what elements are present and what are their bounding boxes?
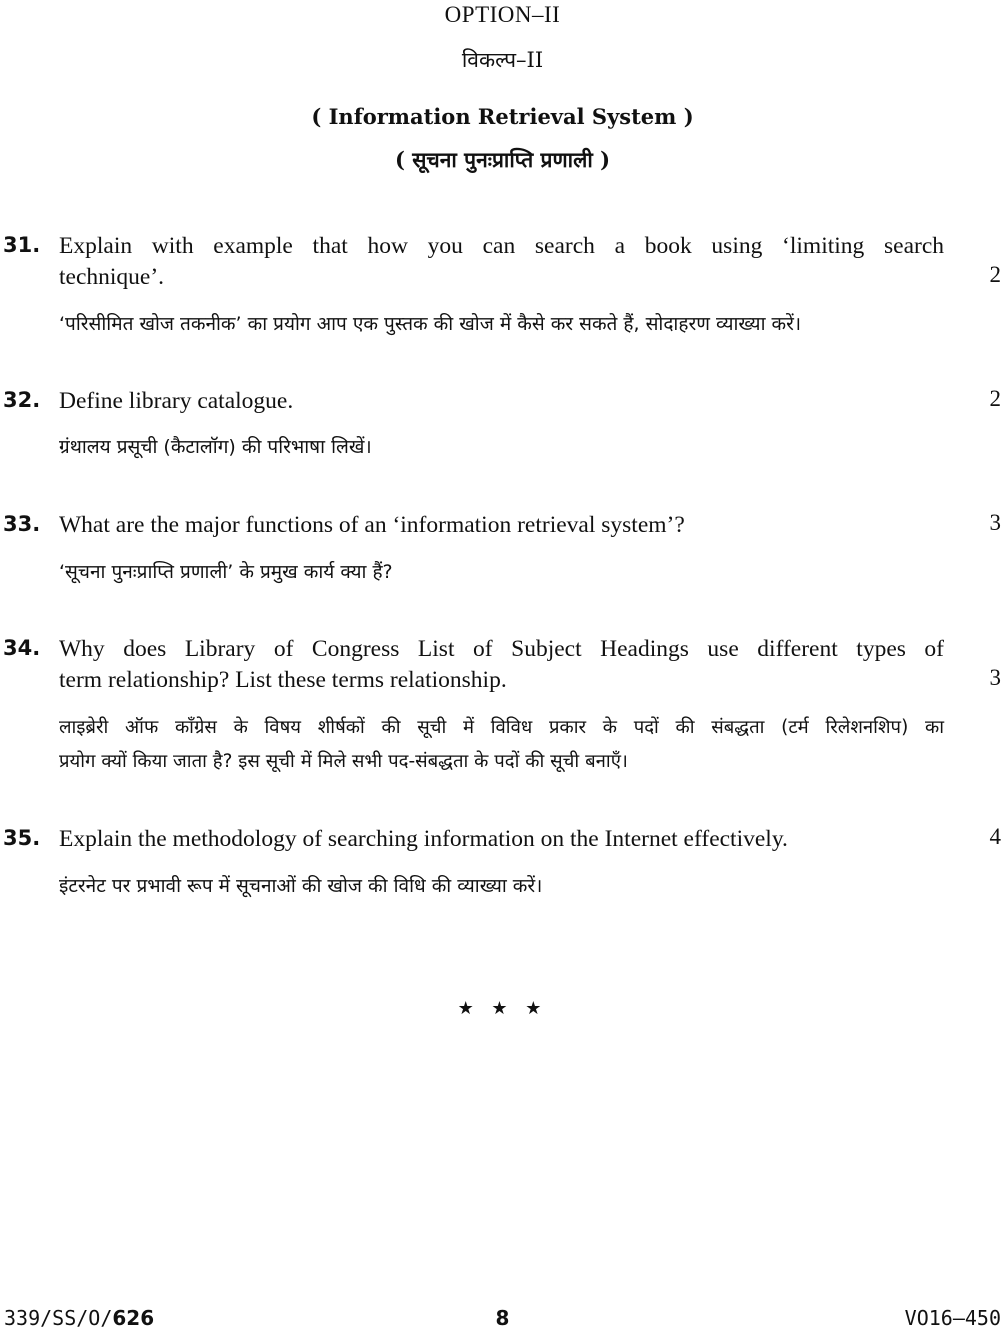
question-text-hindi-continued: प्रयोग क्यों किया जाता है? इस सूची में मिले सभी पद-संबद्धता के पदों की सूची बनाएँ। (59, 751, 628, 772)
question-text-hindi: ‘सूचना पुनःप्राप्ति प्रणाली’ के प्रमुख कार्य क्या हैं? (59, 561, 393, 583)
question-marks: 2 (989, 262, 1001, 287)
section-title-hindi: ( सूचना पुनःप्राप्ति प्रणाली ) (394, 147, 611, 172)
question-text: Define library catalogue. (59, 388, 294, 414)
question-marks: 4 (989, 824, 1001, 849)
option-heading-hindi: विकल्प–II (461, 48, 544, 72)
series-code: VO16—450 (904, 1306, 1001, 1330)
question-text: Explain with example that how you can search a book using ‘limiting search (59, 233, 944, 259)
paper-code-number: 626 (112, 1306, 155, 1330)
question-number: 34. (3, 636, 41, 660)
section-title: ( Information Retrieval System ) (311, 104, 694, 129)
question-number: 31. (3, 233, 41, 257)
question-text-hindi: इंटरनेट पर प्रभावी रूप में सूचनाओं की खोज की विधि की व्याख्या करें। (59, 875, 543, 897)
question-marks: 3 (989, 510, 1001, 535)
end-of-paper-stars: ★ ★ ★ (457, 998, 548, 1019)
question-text-continued: term relationship? List these terms relationship. (59, 667, 507, 693)
question-text: Explain the methodology of searching information on the Internet effectively. (59, 826, 788, 852)
page-number: 8 (495, 1306, 510, 1330)
question-marks: 3 (989, 665, 1001, 690)
question-number: 33. (3, 512, 41, 536)
question-text: Why does Library of Congress List of Subject Headings use different types of (59, 636, 944, 662)
paper-code-prefix: 339/SS/O/ (4, 1306, 113, 1330)
question-text-hindi: ‘परिसीमित खोज तकनीक’ का प्रयोग आप एक पुस्तक की खोज में कैसे कर सकते हैं, सोदाहरण व्याख्या करें। (59, 313, 802, 335)
question-text: What are the major functions of an ‘information retrieval system’? (59, 512, 685, 538)
question-marks: 2 (989, 386, 1001, 411)
question-number: 35. (3, 826, 41, 850)
question-text-continued: technique’. (59, 264, 165, 290)
question-text-hindi: लाइब्रेरी ऑफ कॉंग्रेस के विषय शीर्षकों की सूची में विविध प्रकार के पदों की संबद्धता (टर्म रिलेशनशिप) का (59, 717, 944, 738)
question-text-hindi: ग्रंथालय प्रसूची (कैटालॉग) की परिभाषा लिखें। (59, 436, 372, 458)
option-heading: OPTION–II (444, 2, 561, 27)
question-number: 32. (3, 388, 41, 412)
